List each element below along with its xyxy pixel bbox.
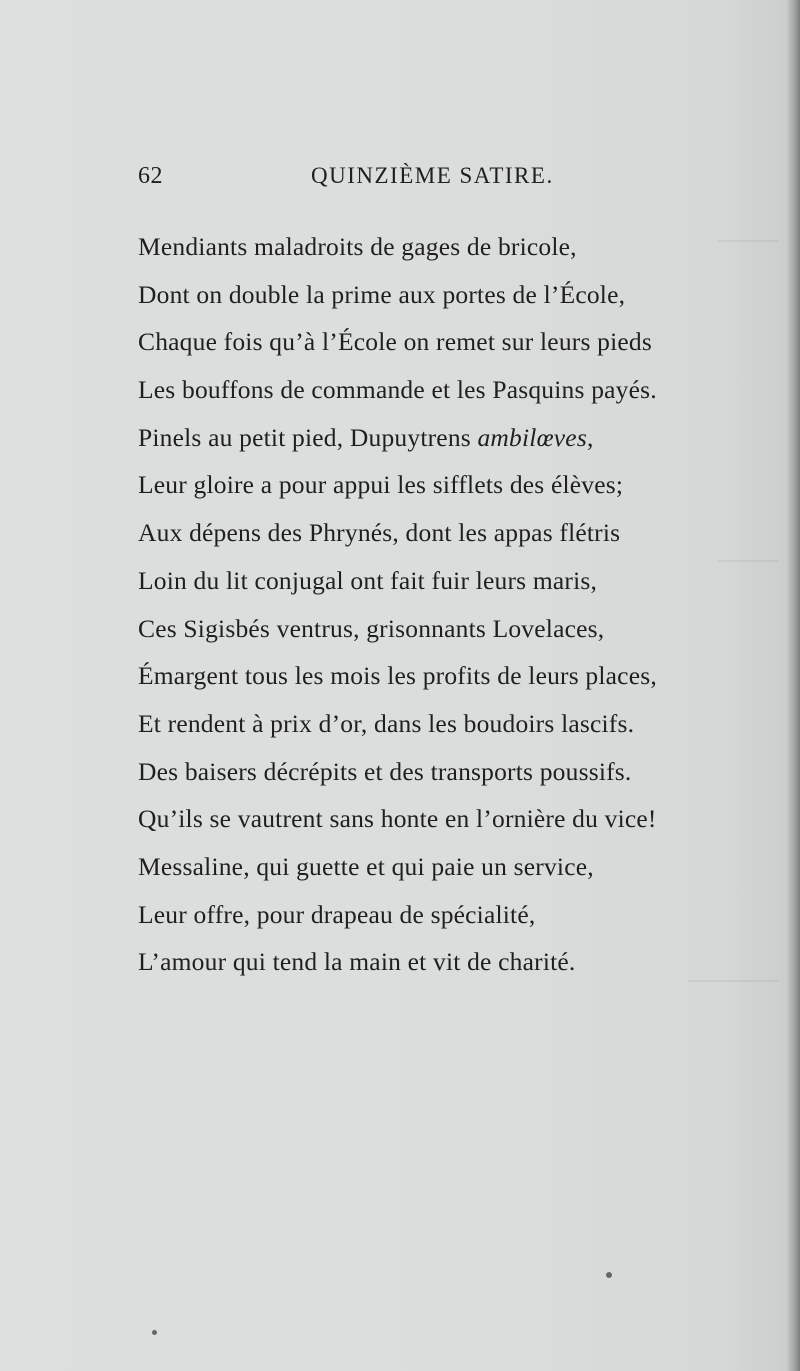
- verse-line: [138, 605, 758, 653]
- verse-line: [138, 843, 758, 891]
- verse-line: [138, 891, 758, 939]
- verse-italic-word: ambilœves: [477, 422, 587, 452]
- verse-block: [138, 223, 758, 986]
- verse-line: [138, 938, 758, 986]
- verse-text: Loin du lit conjugal ont fait fuir leurs maris,: [138, 565, 598, 595]
- verse-text: Aux dépens des Phrynés, dont les appas flétris: [138, 518, 621, 548]
- ink-speck: [606, 1272, 612, 1278]
- verse-text: Et rendent à prix d’or, dans les boudoirs lascifs.: [138, 708, 635, 738]
- verse-text: Messaline, qui guette et qui paie un service,: [138, 851, 594, 881]
- verse-line: [138, 795, 758, 843]
- verse-punctuation: ,: [586, 422, 594, 452]
- verse-line: [138, 461, 758, 509]
- verse-text: Émargent tous les mois les profits de leurs places,: [138, 661, 657, 691]
- verse-text: L’amour qui tend la main et vit de charité.: [138, 947, 576, 977]
- verse-text: Dont on double la prime aux portes de l’École,: [138, 279, 626, 309]
- verse-text: Leur gloire a pour appui les sifflets des élèves;: [138, 470, 624, 500]
- verse-text: Chaque fois qu’à l’École on remet sur leurs pieds: [138, 327, 652, 357]
- verse-line: [138, 700, 758, 748]
- running-head: [138, 163, 673, 193]
- verse-text: Qu’ils se vautrent sans honte en l’ornière du vice!: [138, 804, 657, 834]
- verse-line: [138, 223, 758, 271]
- verse-text: Leur offre, pour drapeau de spécialité,: [138, 899, 536, 929]
- verse-line: [138, 557, 758, 605]
- ink-speck: [152, 1330, 157, 1335]
- verse-text: Mendiants maladroits de gages de bricole,: [138, 232, 577, 261]
- page-number: 62: [138, 163, 163, 189]
- verse-line: [138, 509, 758, 557]
- verse-text: Les bouffons de commande et les Pasquins payés.: [138, 375, 657, 405]
- verse-line: [138, 414, 758, 462]
- verse-text: Des baisers décrépits et des transports poussifs.: [138, 756, 632, 786]
- verse-line: [138, 748, 758, 796]
- verse-line: [138, 318, 758, 366]
- verse-text: Pinels au petit pied, Dupuytrens: [138, 422, 478, 452]
- page-edge-shadow: [786, 0, 800, 1371]
- verse-line: [138, 366, 758, 414]
- verse-line: [138, 271, 758, 319]
- page-title: QUINZIÈME SATIRE.: [311, 163, 554, 188]
- verse-line: [138, 652, 758, 700]
- verse-text: Ces Sigisbés ventrus, grisonnants Lovelaces,: [138, 613, 605, 643]
